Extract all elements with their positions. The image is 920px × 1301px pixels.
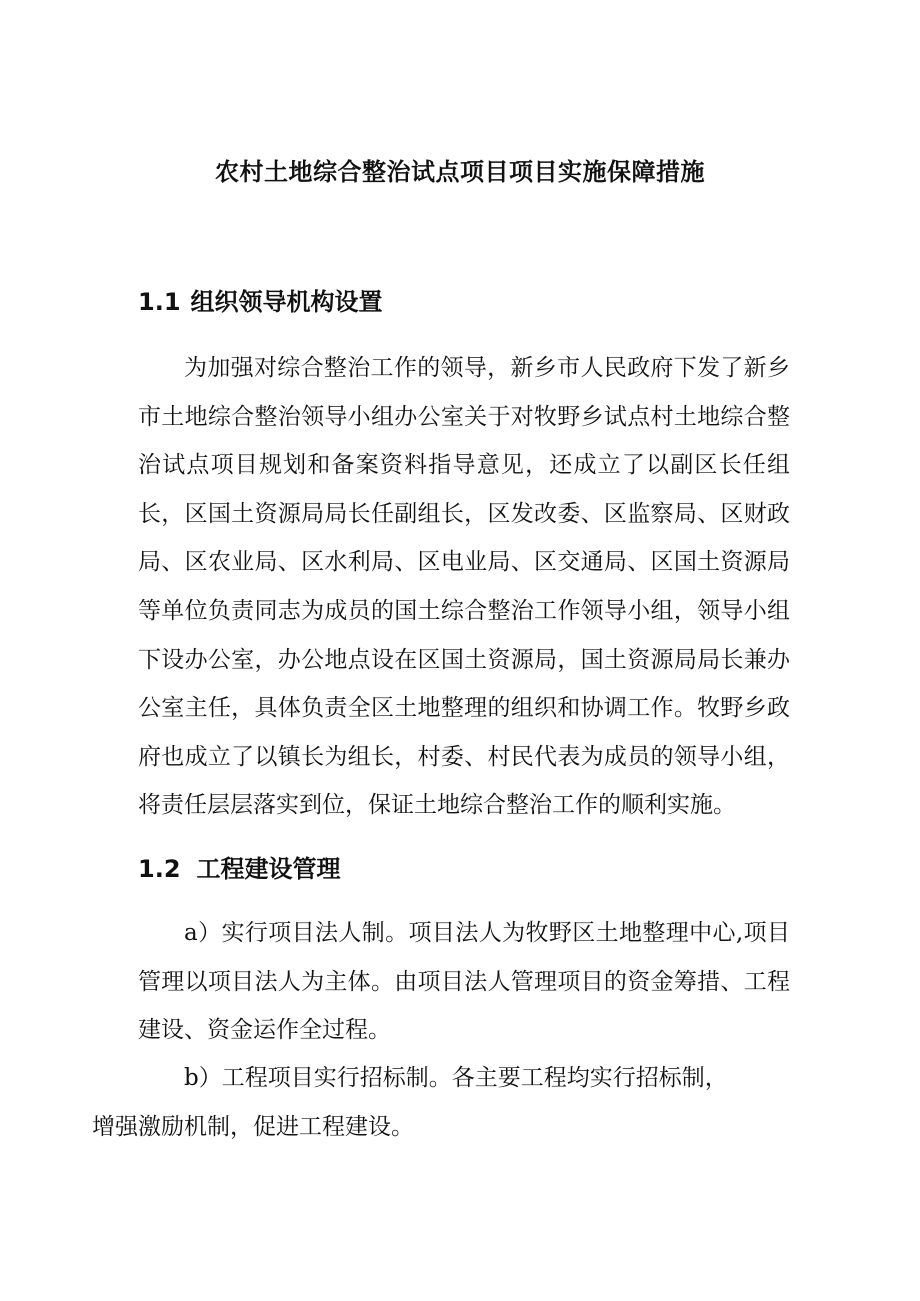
paragraph-line: b）工程项目实行招标制。各主要工程均实行招标制，	[184, 1065, 728, 1091]
document-title: 农村土地综合整治试点项目项目实施保障措施	[215, 158, 705, 186]
section-title: 组织领导机构设置	[190, 288, 383, 316]
section-number: 1.2	[138, 855, 181, 883]
section-title: 工程建设管理	[196, 855, 341, 883]
body-paragraph	[92, 1054, 790, 1151]
section-number: 1.1	[138, 288, 181, 316]
body-paragraph: 为加强对综合整治工作的领导，新乡市人民政府下发了新乡市土地综合整治领导小组办公室关于对牧野乡试点村土地综合整治试点项目规划和备案资料指导意见，还成立了以副区长任组长，区国土资源局局长任副组长，区发改委、区监察局、区财政局、区农业局、区水利局、区电业局、区交通局、区国土资源局等单位负责同志为成员的国土综合整治工作领导小组，领导小组下设办公室，办公地点设在区国土资源局，国土资源局局长兼办公室主任，具体负责全区土地整理的组织和协调工作。牧野乡政府也成立了以镇长为组长，村委、村民代表为成员的领导小组，将责任层层落实到位，保证土地综合整治工作的顺利实施。	[138, 355, 790, 819]
section-heading	[138, 852, 341, 886]
section-heading	[138, 285, 383, 319]
body-paragraph: a）实行项目法人制。项目法人为牧野区土地整理中心,项目管理以项目法人为主体。由项目法人管理项目的资金筹措、工程建设、资金运作全过程。	[138, 920, 790, 1044]
paragraph-line: 增强激励机制，促进工程建设。	[92, 1113, 414, 1140]
